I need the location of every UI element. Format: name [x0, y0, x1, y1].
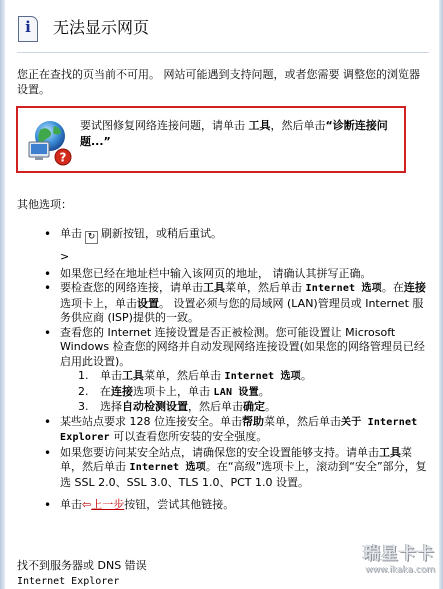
list-item-security: • 某些站点要求 128 位连接安全。单击帮助菜单，然后单击关于 Internet Explorer 可以查看您所安装的安全强度。	[38, 415, 430, 446]
product-name: Internet Explorer	[17, 576, 120, 587]
back-arrow-icon[interactable]: ⇦	[82, 498, 92, 511]
list-item-back: • 单击⇦上一步按钮，尝试其他链接。	[38, 498, 430, 513]
list-item-address: • 如果您已经在地址栏中输入该网页的地址， 请确认其拼写正确。	[38, 267, 430, 282]
diagnose-text: 要试图修复网络连接问题，请单击 工具，然后单击“诊断连接问题...”	[80, 119, 388, 148]
other-options-heading: 其他选项：	[17, 198, 72, 211]
step-item: 3. 选择自动检测设置，然后单击确定。	[78, 400, 276, 413]
diagnose-connection-ref: “诊断连接问题...”	[80, 119, 388, 148]
info-icon: i	[18, 16, 38, 42]
network-diagnose-icon	[26, 118, 74, 168]
watermark-brand: 瑞星卡卡	[363, 544, 435, 564]
back-link[interactable]: 上一步	[91, 498, 125, 511]
diagnose-box	[16, 106, 406, 173]
list-item-connection: • 要检查您的网络连接，请单击工具菜单，然后单击 Internet 选项。在连接选项卡上，单击设置。 设置必须与您的局域网 (LAN)管理员或 Internet 服务供应商 (ISP)提供的一致。	[38, 281, 430, 326]
window-frame-left	[0, 0, 5, 589]
tools-menu-ref: 工具	[248, 119, 271, 132]
page-title: 无法显示网页	[53, 18, 150, 37]
title-divider	[17, 52, 429, 53]
step-item: 1. 单击工具菜单，然后单击 Internet 选项。	[78, 369, 312, 382]
list-item-ssl: • 如果您要访问某安全站点，请确保您的安全设置能够支持。请单击工具菜单，然后单击 Internet 选项。在“高级”选项卡上，滚动到“安全”部分，复选 SSL 2.0、SSL 3.0、TLS 1.0、PCT 1.0 设置。	[38, 446, 430, 491]
autodetect-steps	[60, 369, 430, 415]
error-type: 找不到服务器或 DNS 错误	[17, 559, 147, 572]
list-item-autodetect: • 查看您的 Internet 连接设置是否正被检测。您可能设置让 Microsoft Windows 检查您的网络并自动发现网络连接设置(如果您的网络管理员已经启用此设置)。 1. 单击工具菜单，然后单击 Internet 选项。 2. 在连接选项卡上，单击 LAN 设置。 3. 选择自动检测设置，然后单击确定。	[38, 326, 430, 415]
watermark-url: www.ikaka.com	[365, 565, 435, 575]
options-list	[38, 227, 430, 513]
watermark	[325, 544, 435, 582]
window-frame-right	[439, 0, 443, 589]
refresh-icon[interactable]: ↻	[85, 231, 98, 244]
stray-caret: >	[60, 250, 70, 263]
svg-text:?: ?	[59, 150, 67, 165]
intro-text: 您正在查找的页当前不可用。 网站可能遇到支持问题，或者您需要 调整您的浏览器设置。	[17, 68, 420, 96]
step-item: 2. 在连接选项卡上，单击 LAN 设置。	[78, 384, 270, 398]
list-item-refresh: • 单击 ↻ 刷新按钮，或稍后重试。	[38, 227, 430, 244]
